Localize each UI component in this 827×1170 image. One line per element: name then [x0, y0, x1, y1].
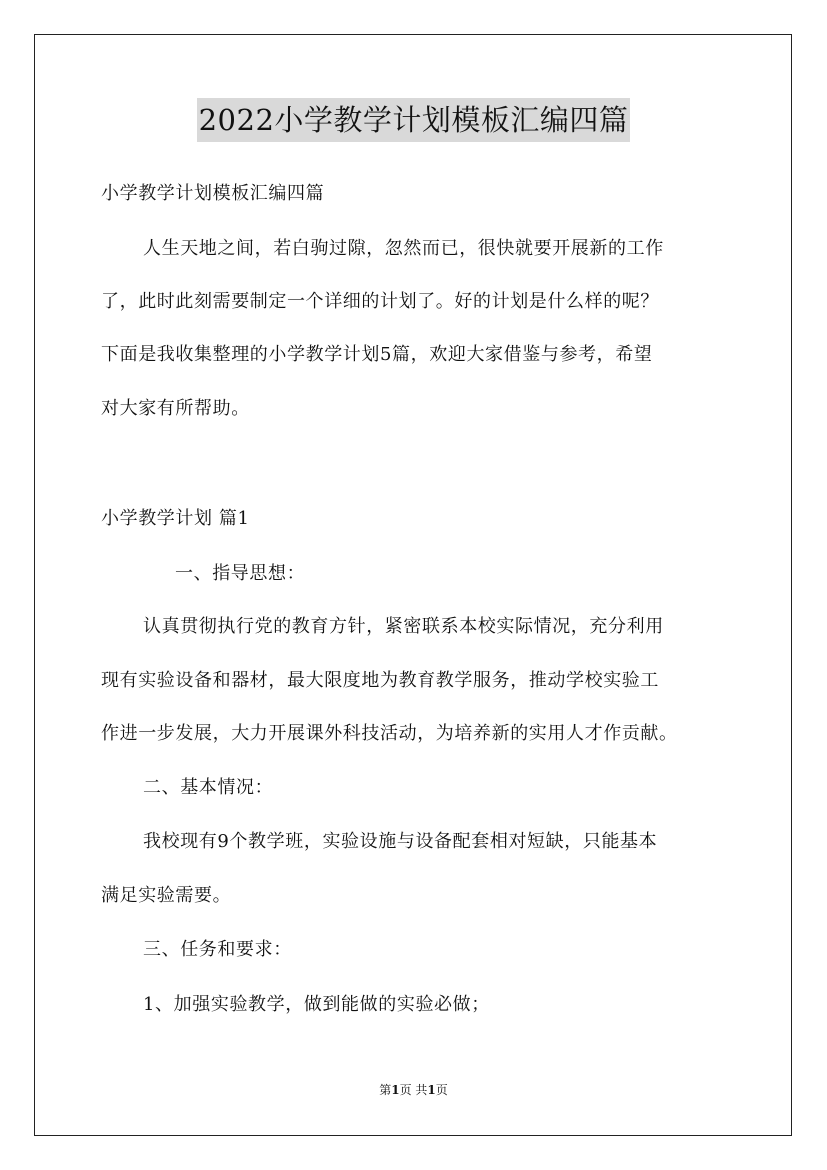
footer-total-pages: 1	[427, 1083, 436, 1097]
paragraph-line-5: 满足实验需要。	[101, 885, 232, 906]
intro-line-1: 人生天地之间，若白驹过隙，忽然而已，很快就要开展新的工作	[143, 238, 664, 259]
intro-line-2: 了，此时此刻需要制定一个详细的计划了。好的计划是什么样的呢？	[101, 291, 659, 312]
paragraph-line-1: 认真贯彻执行党的教育方针，紧密联系本校实际情况，充分利用	[143, 616, 664, 637]
document-title: 2022小学教学计划模板汇编四篇	[197, 98, 631, 142]
heading-tasks: 三、任务和要求：	[143, 939, 292, 960]
heading-basic-situation: 二、基本情况：	[143, 777, 274, 798]
document-subtitle: 小学教学计划模板汇编四篇	[101, 183, 325, 204]
heading-guiding-thought: 一、指导思想：	[175, 563, 306, 584]
footer-suffix: 页	[435, 1083, 448, 1097]
footer-mid: 页 共	[399, 1083, 428, 1097]
footer-prefix: 第	[379, 1083, 392, 1097]
task-item-1: 1、加强实验教学，做到能做的实验必做；	[143, 994, 490, 1015]
section-heading: 小学教学计划 篇1	[101, 508, 250, 529]
page-footer	[0, 1082, 827, 1098]
intro-line-3: 下面是我收集整理的小学教学计划5篇，欢迎大家借鉴与参考，希望	[101, 344, 653, 365]
paragraph-line-4: 我校现有9个教学班，实验设施与设备配套相对短缺，只能基本	[143, 831, 658, 852]
paragraph-line-3: 作进一步发展，大力开展课外科技活动，为培养新的实用人才作贡献。	[101, 723, 678, 744]
footer-current-page: 1	[391, 1083, 400, 1097]
title-container	[0, 98, 827, 142]
intro-line-4: 对大家有所帮助。	[101, 398, 250, 419]
paragraph-line-2: 现有实验设备和器材，最大限度地为教育教学服务，推动学校实验工	[101, 670, 659, 691]
